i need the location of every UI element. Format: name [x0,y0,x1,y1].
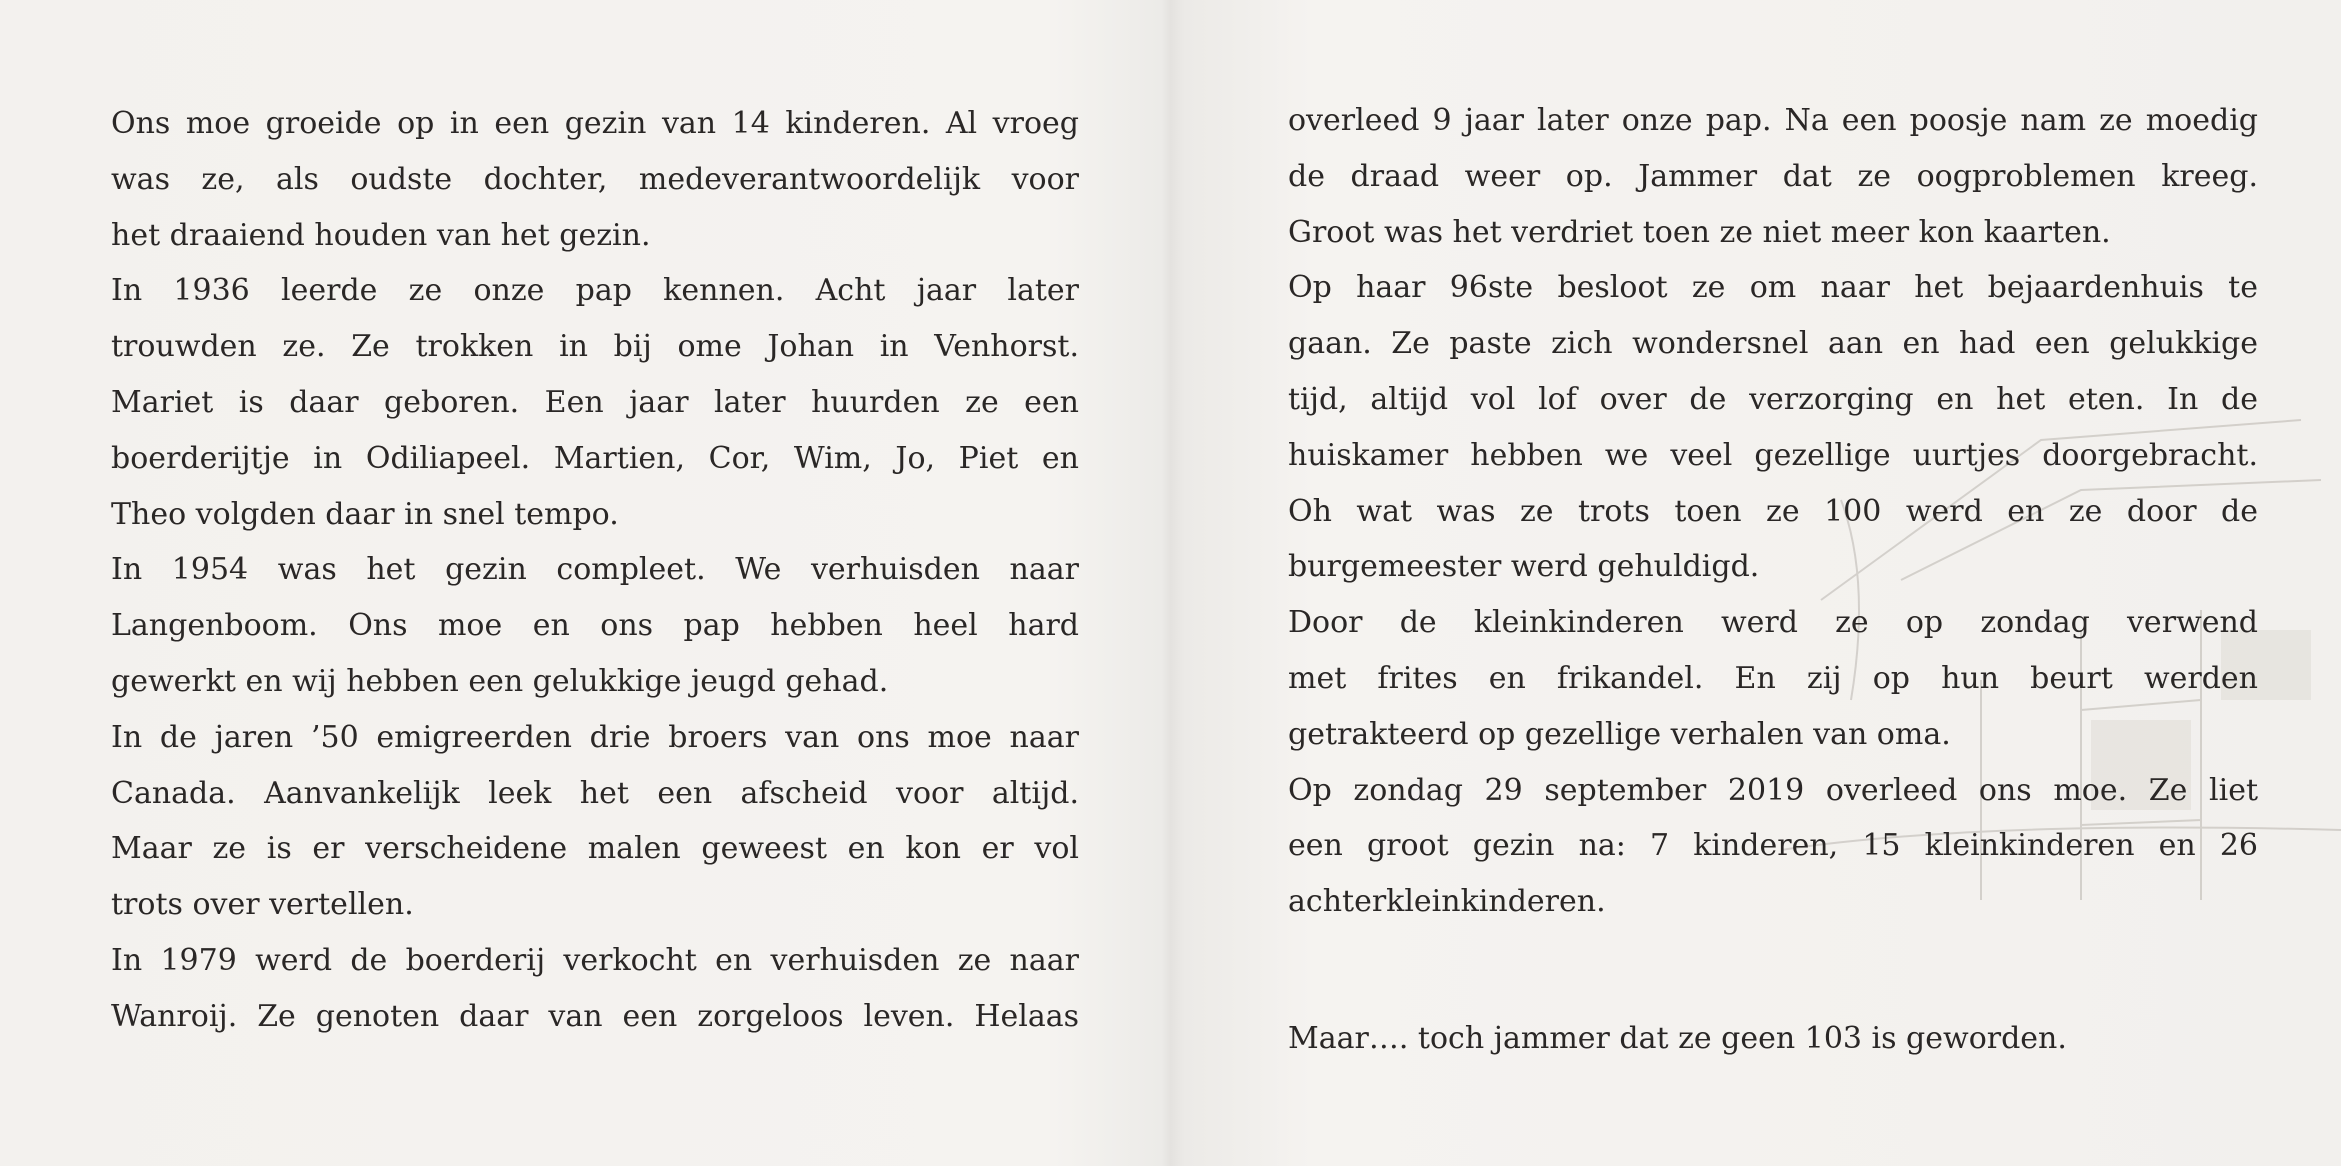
text-line: Wanroij. Ze genoten daar van een zorgeloos leven. Helaas [111,998,1079,1034]
text-line: het draaiend houden van het gezin. [111,217,651,253]
text-line: tijd, altijd vol lof over de verzorging en het eten. In de [1288,381,2258,417]
text-line: Op haar 96ste besloot ze om naar het bejaardenhuis te [1288,270,2258,306]
text-line: boerderijtje in Odiliapeel. Martien, Cor, Wim, Jo, Piet en [111,440,1079,476]
text-line: Op zondag 29 september 2019 overleed ons moe. Ze liet [1288,772,2258,808]
text-line: In 1936 leerde ze onze pap kennen. Acht jaar later [111,273,1079,309]
text-line: Door de kleinkinderen werd ze op zondag verwend [1288,605,2258,641]
text-line: overleed 9 jaar later onze pap. Na een poosje nam ze moedig [1288,103,2258,138]
text-line: met frites en frikandel. En zij op hun beurt werden [1288,660,2258,696]
right-page-text [1288,93,2258,930]
closing-line: Maar…. toch jammer dat ze geen 103 is geworden. [1288,1021,2067,1056]
text-line: Groot was het verdriet toen ze niet meer kon kaarten. [1288,214,2111,250]
text-line: Langenboom. Ons moe en ons pap hebben heel hard [111,608,1079,644]
text-line: getrakteerd op gezellige verhalen van oma. [1288,716,1951,752]
text-line: Canada. Aanvankelijk leek het een afscheid voor altijd. [111,775,1079,811]
text-line: achterkleinkinderen. [1288,884,1606,920]
text-line: In 1979 werd de boerderij verkocht en verhuisden ze naar [111,942,1079,978]
text-line: een groot gezin na: 7 kinderen, 15 kleinkinderen en 26 [1288,828,2258,864]
text-line: In de jaren ’50 emigreerden drie broers van ons moe naar [111,719,1079,755]
left-page [0,0,1168,1166]
text-line: In 1954 was het gezin compleet. We verhuisden naar [111,552,1079,588]
text-line: burgemeester werd gehuldigd. [1288,549,1760,585]
text-line: Theo volgden daar in snel tempo. [111,496,619,532]
text-line: trouwden ze. Ze trokken in bij ome Johan in Venhorst. [111,329,1079,365]
text-line: Ons moe groeide op in een gezin van 14 kinderen. Al vroeg [111,106,1079,141]
text-line: gaan. Ze paste zich wondersnel aan en had een gelukkige [1288,326,2258,362]
text-line: Oh wat was ze trots toen ze 100 werd en ze door de [1288,493,2258,529]
text-line: was ze, als oudste dochter, medeverantwoordelijk voor [111,161,1079,197]
text-line: de draad weer op. Jammer dat ze oogproblemen kreeg. [1288,158,2258,194]
right-page [1168,0,2341,1166]
text-line: trots over vertellen. [111,887,414,923]
text-line: gewerkt en wij hebben een gelukkige jeugd gehad. [111,663,889,699]
left-page-text [111,96,1079,1045]
text-line: Mariet is daar geboren. Een jaar later huurden ze een [111,384,1079,420]
text-line: Maar ze is er verscheidene malen geweest en kon er vol [111,831,1079,867]
text-line: huiskamer hebben we veel gezellige uurtjes doorgebracht. [1288,437,2258,473]
